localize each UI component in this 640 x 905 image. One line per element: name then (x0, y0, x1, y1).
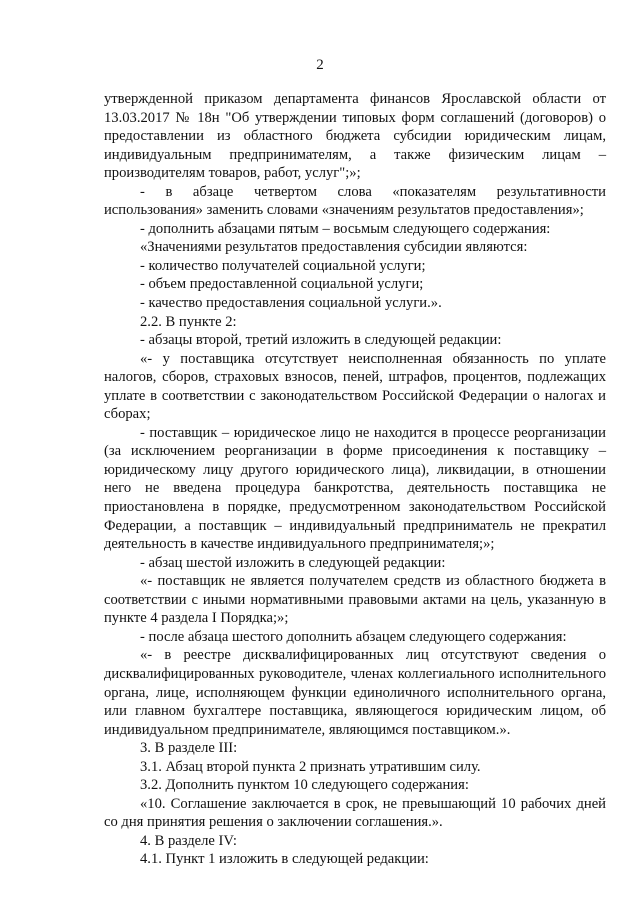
paragraph: - дополнить абзацами пятым – восьмым следующего содержания: (140, 220, 551, 237)
paragraph: 4.1. Пункт 1 изложить в следующей редакции: (140, 851, 429, 868)
paragraph: «- в реестре дисквалифицированных лиц отсутствуют сведения о дисквалифицированных руководителе, членах коллегиального исполнительного органа, лице, исполняющем функции единоличного исполнительного органа, или главном бухгалтере поставщика, являющегося юридическим лицом, об индивидуальном предпринимателе, являющимся поставщиком.». (104, 647, 606, 738)
paragraph: - после абзаца шестого дополнить абзацем следующего содержания: (140, 628, 567, 645)
paragraph: 3. В разделе III: (140, 740, 238, 757)
paragraph: - абзацы второй, третий изложить в следующей редакции: (140, 332, 502, 349)
paragraph: «10. Соглашение заключается в срок, не превышающий 10 рабочих дней со дня принятия решения о заключении соглашения.». (104, 795, 606, 831)
paragraph: «- у поставщика отсутствует неисполненная обязанность по уплате налогов, сборов, страховых взносов, пеней, штрафов, процентов, подлежащих уплате в соответствии с законодательством Российской Федерации о налогах и сборах; (104, 350, 606, 423)
paragraph: - качество предоставления социальной услуги.». (140, 295, 442, 312)
paragraph: 3.1. Абзац второй пункта 2 признать утратившим силу. (140, 758, 481, 775)
paragraph: 4. В разделе IV: (140, 832, 237, 849)
paragraph: - абзац шестой изложить в следующей редакции: (140, 554, 446, 571)
page-number: 2 (316, 57, 324, 73)
paragraph: - в абзаце четвертом слова «показателям результативности использования» заменить словами «значениям результатов предоставления»; (104, 183, 606, 219)
paragraph: 2.2. В пункте 2: (140, 313, 237, 330)
document-body (104, 90, 606, 869)
paragraph: - объем предоставленной социальной услуги; (140, 276, 424, 293)
paragraph: «- поставщик не является получателем средств из областного бюджета в соответствии с иными нормативными правовыми актами на цель, указанную в пункте 4 раздела I Порядка;»; (104, 573, 606, 627)
paragraph: 3.2. Дополнить пунктом 10 следующего содержания: (140, 777, 469, 794)
paragraph: - поставщик – юридическое лицо не находится в процессе реорганизации (за исключением реорганизации в форме присоединения к поставщику – юридическому лицу другого юридического лица), ликвидации, в отношении него не введена процедура банкротства, деятельность поставщика не приостановлена в порядке, предусмотренном законодательством Российской Федерации, а поставщик – индивидуальный предприниматель не прекратил деятельность в качестве индивидуального предпринимателя;»; (104, 424, 606, 553)
paragraph: утвержденной приказом департамента финансов Ярославской области от 13.03.2017 № 18н "Об утверждении типовых форм соглашений (договоров) о предоставлении из областного бюджета субсидии юридическим лицам, индивидуальным предпринимателям, а также физическим лицам – производителям товаров, работ, услуг";»; (104, 91, 606, 182)
paragraph: «Значениями результатов предоставления субсидии являются: (140, 239, 528, 256)
paragraph: - количество получателей социальной услуги; (140, 257, 426, 274)
